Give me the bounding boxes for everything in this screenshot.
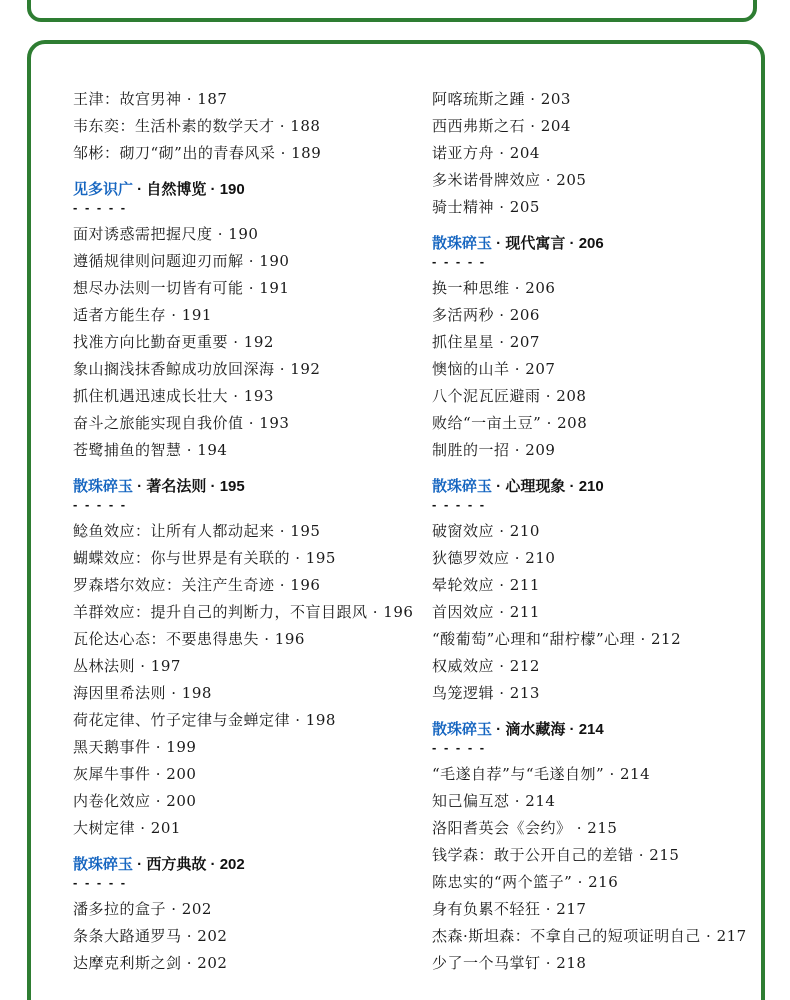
toc-entry[interactable]: 条条大路通罗马 · 202: [73, 927, 228, 945]
toc-entry[interactable]: 灰犀牛事件 · 200: [73, 765, 197, 783]
section-heading: [432, 234, 762, 254]
toc-entry[interactable]: 羊群效应：提升自己的判断力，不盲目跟风 · 196: [73, 603, 414, 621]
toc-entry[interactable]: 内卷化效应 · 200: [73, 792, 197, 810]
toc-entry[interactable]: “酸葡萄”心理和“甜柠檬”心理 · 212: [432, 630, 682, 648]
section-category: 散珠碎玉: [73, 478, 134, 495]
toc-left-column: [73, 86, 418, 977]
section-heading: [73, 180, 418, 200]
section-category: 散珠碎玉: [432, 478, 493, 495]
toc-entry[interactable]: 阿喀琉斯之踵 · 203: [432, 90, 571, 108]
top-frame-border: [27, 0, 757, 22]
toc-entry[interactable]: 狄德罗效应 · 210: [432, 549, 556, 567]
toc-entry[interactable]: 抓住机遇迅速成长壮大 · 193: [73, 387, 274, 405]
toc-entry[interactable]: 找准方向比勤奋更重要 · 192: [73, 333, 274, 351]
section-dashes: - - - - -: [432, 254, 487, 269]
toc-entry[interactable]: 抓住星星 · 207: [432, 333, 540, 351]
toc-entry[interactable]: 少了一个马掌钉 · 218: [432, 954, 587, 972]
toc-entry[interactable]: 洛阳耆英会《会约》 · 215: [432, 819, 618, 837]
section-separator: ·: [492, 235, 506, 252]
toc-entry[interactable]: 面对诱惑需把握尺度 · 190: [73, 225, 259, 243]
toc-entry[interactable]: 鲶鱼效应：让所有人都动起来 · 195: [73, 522, 321, 540]
section-page: · 206: [565, 235, 604, 252]
toc-entry[interactable]: 破窗效应 · 210: [432, 522, 540, 540]
section-dashes: - - - - -: [73, 875, 128, 890]
section-separator: ·: [492, 478, 506, 495]
section-separator: ·: [133, 181, 147, 198]
toc-entry[interactable]: 韦东奕：生活朴素的数学天才 · 188: [73, 117, 321, 135]
section-dashes: - - - - -: [73, 200, 128, 215]
section-separator: ·: [492, 721, 506, 738]
toc-entry[interactable]: 荷花定律、竹子定律与金蝉定律 · 198: [73, 711, 336, 729]
toc-entry[interactable]: 奋斗之旅能实现自我价值 · 193: [73, 414, 290, 432]
toc-entry[interactable]: 蝴蝶效应：你与世界是有关联的 · 195: [73, 549, 336, 567]
toc-entry[interactable]: 潘多拉的盒子 · 202: [73, 900, 212, 918]
toc-entry[interactable]: 杰森·斯坦森：不拿自己的短项证明自己 · 217: [432, 927, 747, 945]
section-name: 心理现象: [505, 478, 566, 495]
toc-entry[interactable]: 陈忠实的“两个篮子” · 216: [432, 873, 619, 891]
toc-entry[interactable]: 多米诺骨牌效应 · 205: [432, 171, 587, 189]
section-dashes: - - - - -: [432, 497, 487, 512]
section-page: · 210: [565, 478, 604, 495]
section-page: · 202: [206, 856, 245, 873]
section-separator: ·: [133, 478, 147, 495]
toc-entry[interactable]: 懊恼的山羊 · 207: [432, 360, 556, 378]
toc-right-column: [432, 86, 762, 977]
section-heading: [432, 477, 762, 497]
toc-entry[interactable]: 钱学森：敢于公开自己的差错 · 215: [432, 846, 680, 864]
section-category: 散珠碎玉: [432, 235, 493, 252]
section-heading: [73, 477, 418, 497]
section-category: 见多识广: [73, 181, 134, 198]
toc-entry[interactable]: 多活两秒 · 206: [432, 306, 540, 324]
toc-entry[interactable]: 苍鹭捕鱼的智慧 · 194: [73, 441, 228, 459]
section-category: 散珠碎玉: [432, 721, 493, 738]
toc-entry[interactable]: 八个泥瓦匠避雨 · 208: [432, 387, 587, 405]
section-dashes: - - - - -: [73, 497, 128, 512]
section-separator: ·: [133, 856, 147, 873]
toc-entry[interactable]: 黑天鹅事件 · 199: [73, 738, 197, 756]
toc-entry[interactable]: 骑士精神 · 205: [432, 198, 540, 216]
toc-entry[interactable]: 适者方能生存 · 191: [73, 306, 212, 324]
section-page: · 214: [565, 721, 604, 738]
toc-entry[interactable]: 达摩克利斯之剑 · 202: [73, 954, 228, 972]
toc-entry[interactable]: 败给“一亩土豆” · 208: [432, 414, 588, 432]
toc-entry[interactable]: 权威效应 · 212: [432, 657, 540, 675]
section-name: 滴水藏海: [505, 721, 566, 738]
section-name: 自然博览: [146, 181, 207, 198]
toc-entry[interactable]: 诺亚方舟 · 204: [432, 144, 540, 162]
toc-entry[interactable]: “毛遂自荐”与“毛遂自刎” · 214: [432, 765, 651, 783]
section-category: 散珠碎玉: [73, 856, 134, 873]
section-heading: [432, 720, 762, 740]
toc-entry[interactable]: 西西弗斯之石 · 204: [432, 117, 571, 135]
toc-entry[interactable]: 瓦伦达心态：不要患得患失 · 196: [73, 630, 305, 648]
toc-entry[interactable]: 丛林法则 · 197: [73, 657, 181, 675]
toc-entry[interactable]: 遵循规律则问题迎刃而解 · 190: [73, 252, 290, 270]
toc-entry[interactable]: 罗森塔尔效应：关注产生奇迹 · 196: [73, 576, 321, 594]
toc-entry[interactable]: 知己偏互怼 · 214: [432, 792, 556, 810]
section-page: · 190: [206, 181, 245, 198]
toc-entry[interactable]: 首因效应 · 211: [432, 603, 540, 621]
toc-entry[interactable]: 身有负累不轻狂 · 217: [432, 900, 587, 918]
section-name: 西方典故: [146, 856, 207, 873]
toc-entry[interactable]: 大树定律 · 201: [73, 819, 181, 837]
toc-entry[interactable]: 想尽办法则一切皆有可能 · 191: [73, 279, 290, 297]
section-name: 著名法则: [146, 478, 207, 495]
toc-entry[interactable]: 鸟笼逻辑 · 213: [432, 684, 540, 702]
section-name: 现代寓言: [505, 235, 566, 252]
toc-entry[interactable]: 晕轮效应 · 211: [432, 576, 540, 594]
toc-entry[interactable]: 海因里希法则 · 198: [73, 684, 212, 702]
toc-entry[interactable]: 换一种思维 · 206: [432, 279, 556, 297]
section-page: · 195: [206, 478, 245, 495]
toc-entry[interactable]: 象山搁浅抹香鲸成功放回深海 · 192: [73, 360, 321, 378]
toc-entry[interactable]: 王津：故宫男神 · 187: [73, 90, 228, 108]
toc-entry[interactable]: 制胜的一招 · 209: [432, 441, 556, 459]
toc-entry[interactable]: 邹彬：砌刀“砌”出的青春风采 · 189: [73, 144, 322, 162]
section-heading: [73, 855, 418, 875]
section-dashes: - - - - -: [432, 740, 487, 755]
